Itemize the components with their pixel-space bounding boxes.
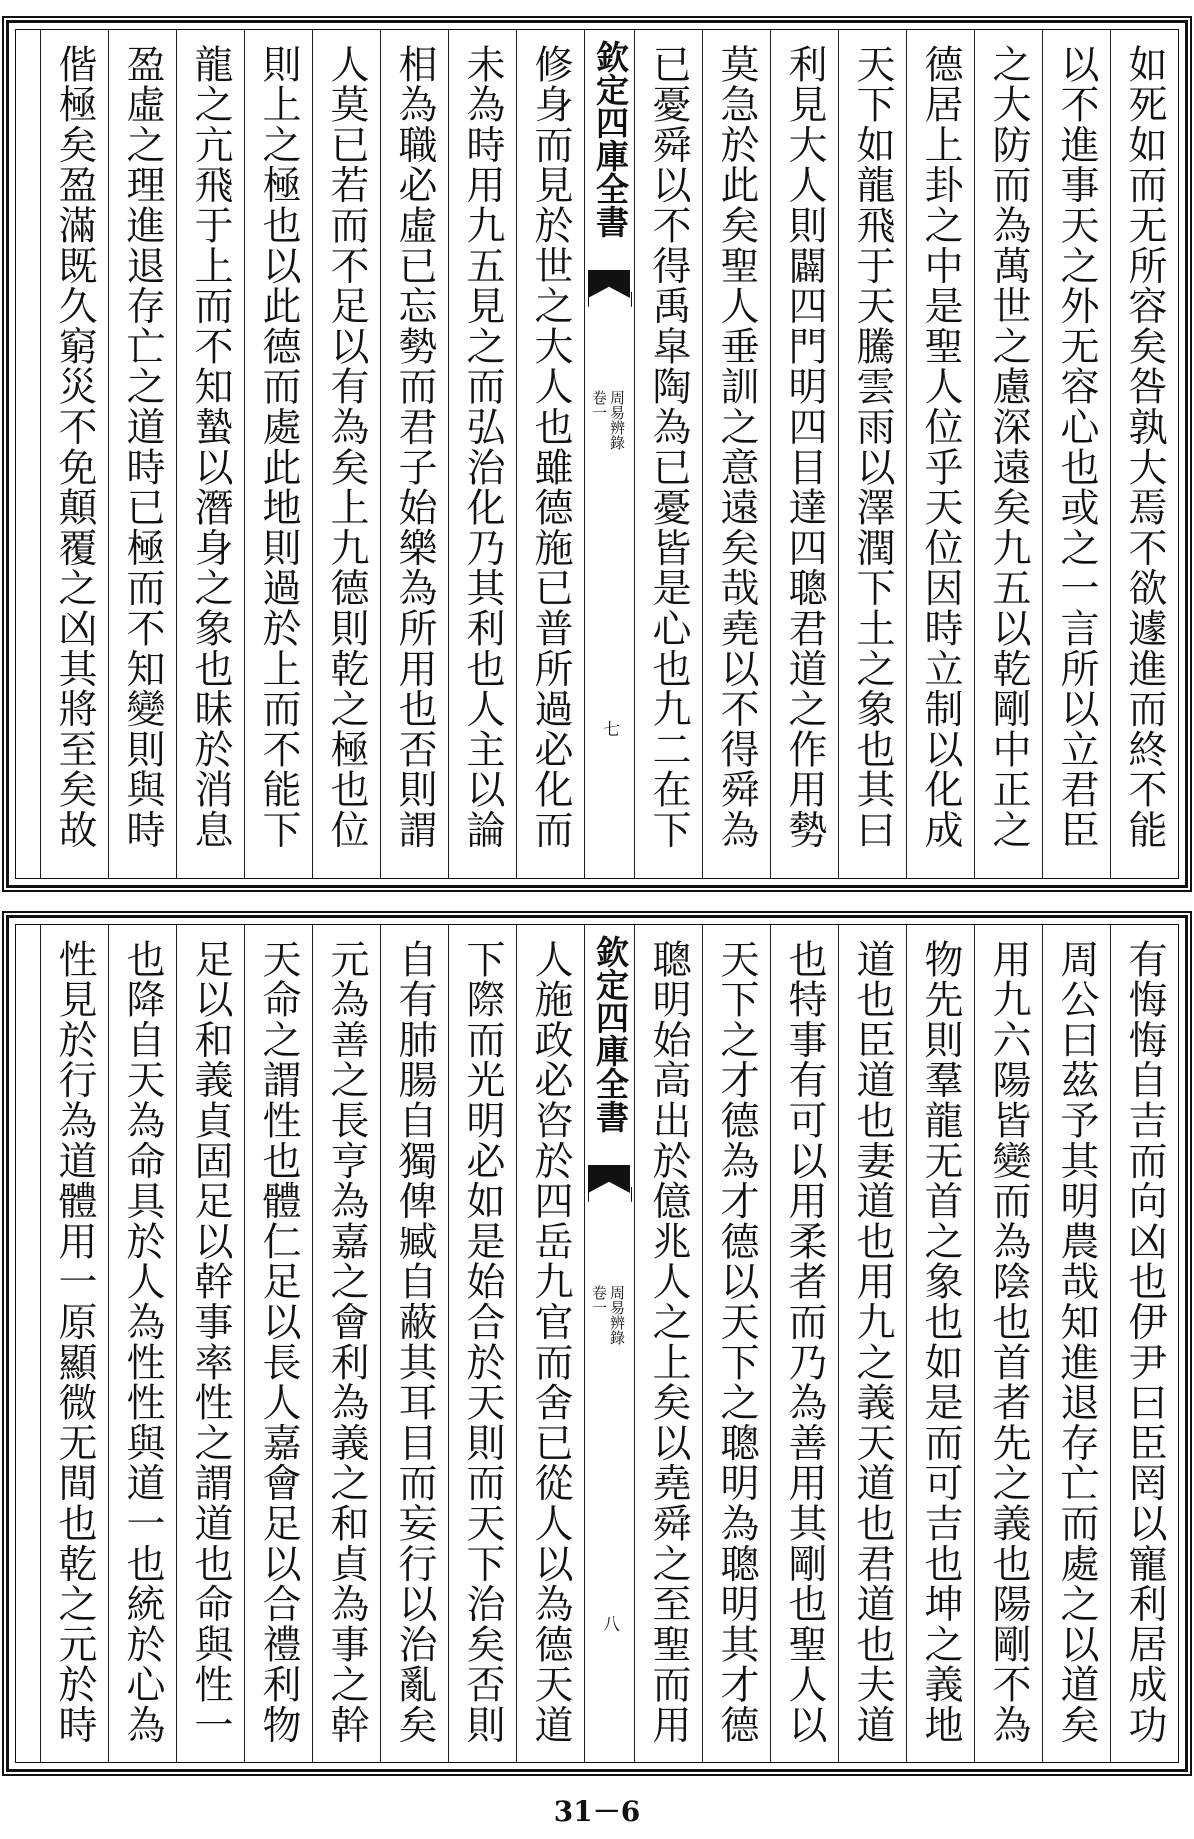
text-column: 天命之謂性也體仁足以長人嘉會足以合禮利物 (244, 925, 312, 1762)
text-column: 元為善之長亨為嘉之會利為義之和貞為事之幹 (312, 925, 380, 1762)
text-column: 未為時用九五見之而弘治化乃其利也人主以論 (448, 30, 516, 878)
upper-text-columns (15, 29, 1179, 879)
text-column: 相為職必虛已忘勢而君子始樂為所用也否則謂 (380, 30, 448, 878)
text-column: 用九六陽皆變而為陰也首者先之義也陽剛不為 (974, 925, 1042, 1762)
collection-title: 欽定四庫全書 (591, 40, 630, 238)
leaf-number: 八 (599, 1615, 619, 1632)
center-fold-column (584, 30, 634, 878)
text-column: 道也臣道也妻道也用九之義天道也君道也夫道 (838, 925, 906, 1762)
text-column: 也特事有可以用柔者而乃為善用其剛也聖人以 (770, 925, 838, 1762)
volume-label: 卷一 (590, 390, 608, 420)
text-column: 人施政必咨於四岳九官而舍已從人以為德天道 (516, 925, 584, 1762)
text-column: 物先則羣龍无首之象也如是而可吉也坤之義地 (906, 925, 974, 1762)
text-column: 性見於行為道體用一原顯微无間也乾之元於時 (40, 925, 108, 1762)
text-column: 下際而光明必如是始合於天則而天下治矣否則 (448, 925, 516, 1762)
text-column: 已憂舜以不得禹皐陶為已憂皆是心也九二在下 (634, 30, 702, 878)
text-column: 天下如龍飛于天騰雲雨以澤潤下土之象也其曰 (838, 30, 906, 878)
fishtail-outline-icon (588, 292, 632, 307)
fishtail-outline-icon (588, 1187, 632, 1202)
text-column: 德居上卦之中是聖人位乎天位因時立制以化成 (906, 30, 974, 878)
leaf-number: 七 (599, 720, 619, 737)
center-fold-column (584, 925, 634, 1762)
text-column: 利見大人則闢四門明四目達四聰君道之作用勢 (770, 30, 838, 878)
text-column: 周公曰茲予其明農哉知進退存亡而處之以道矣 (1042, 925, 1110, 1762)
text-column: 之大防而為萬世之慮深遠矣九五以乾剛中正之 (974, 30, 1042, 878)
lower-text-columns (15, 924, 1179, 1763)
text-column: 有悔悔自吉而向凶也伊尹曰臣罔以寵利居成功 (1110, 925, 1178, 1762)
lower-page-frame (6, 915, 1188, 1772)
text-column: 盈虛之理進退存亡之道時已極而不知變則與時 (108, 30, 176, 878)
upper-page-frame (6, 20, 1188, 888)
text-column: 自有肺腸自獨俾臧自蔽其耳目而妄行以治亂矣 (380, 925, 448, 1762)
collection-title: 欽定四庫全書 (591, 935, 630, 1133)
text-column: 也降自天為命具於人為性性與道一也統於心為 (108, 925, 176, 1762)
book-title: 周易辨錄 (608, 1285, 626, 1345)
text-column: 偕極矣盈滿既久窮災不免顛覆之凶其將至矣故 (40, 30, 108, 878)
reel-page-number: 31－6 (553, 1795, 641, 1828)
text-column: 則上之極也以此德而處此地則過於上而不能下 (244, 30, 312, 878)
volume-label: 卷一 (590, 1285, 608, 1315)
text-column: 如死如而无所容矣咎孰大焉不欲遽進而終不能 (1110, 30, 1178, 878)
text-column: 足以和義貞固足以幹事率性之謂道也命與性一 (176, 925, 244, 1762)
text-column: 人莫已若而不足以有為矣上九德則乾之極也位 (312, 30, 380, 878)
text-column: 修身而見於世之大人也雖德施已普所過必化而 (516, 30, 584, 878)
text-column: 聰明始高出於億兆人之上矣以堯舜之至聖而用 (634, 925, 702, 1762)
text-column: 莫急於此矣聖人垂訓之意遠矣哉堯以不得舜為 (702, 30, 770, 878)
text-column: 天下之才德為才德以天下之聰明為聰明其才德 (702, 925, 770, 1762)
text-column: 以不進事天之外无容心也或之一言所以立君臣 (1042, 30, 1110, 878)
text-column: 龍之亢飛于上而不知蟄以潛身之象也昧於消息 (176, 30, 244, 878)
book-title: 周易辨錄 (608, 390, 626, 450)
